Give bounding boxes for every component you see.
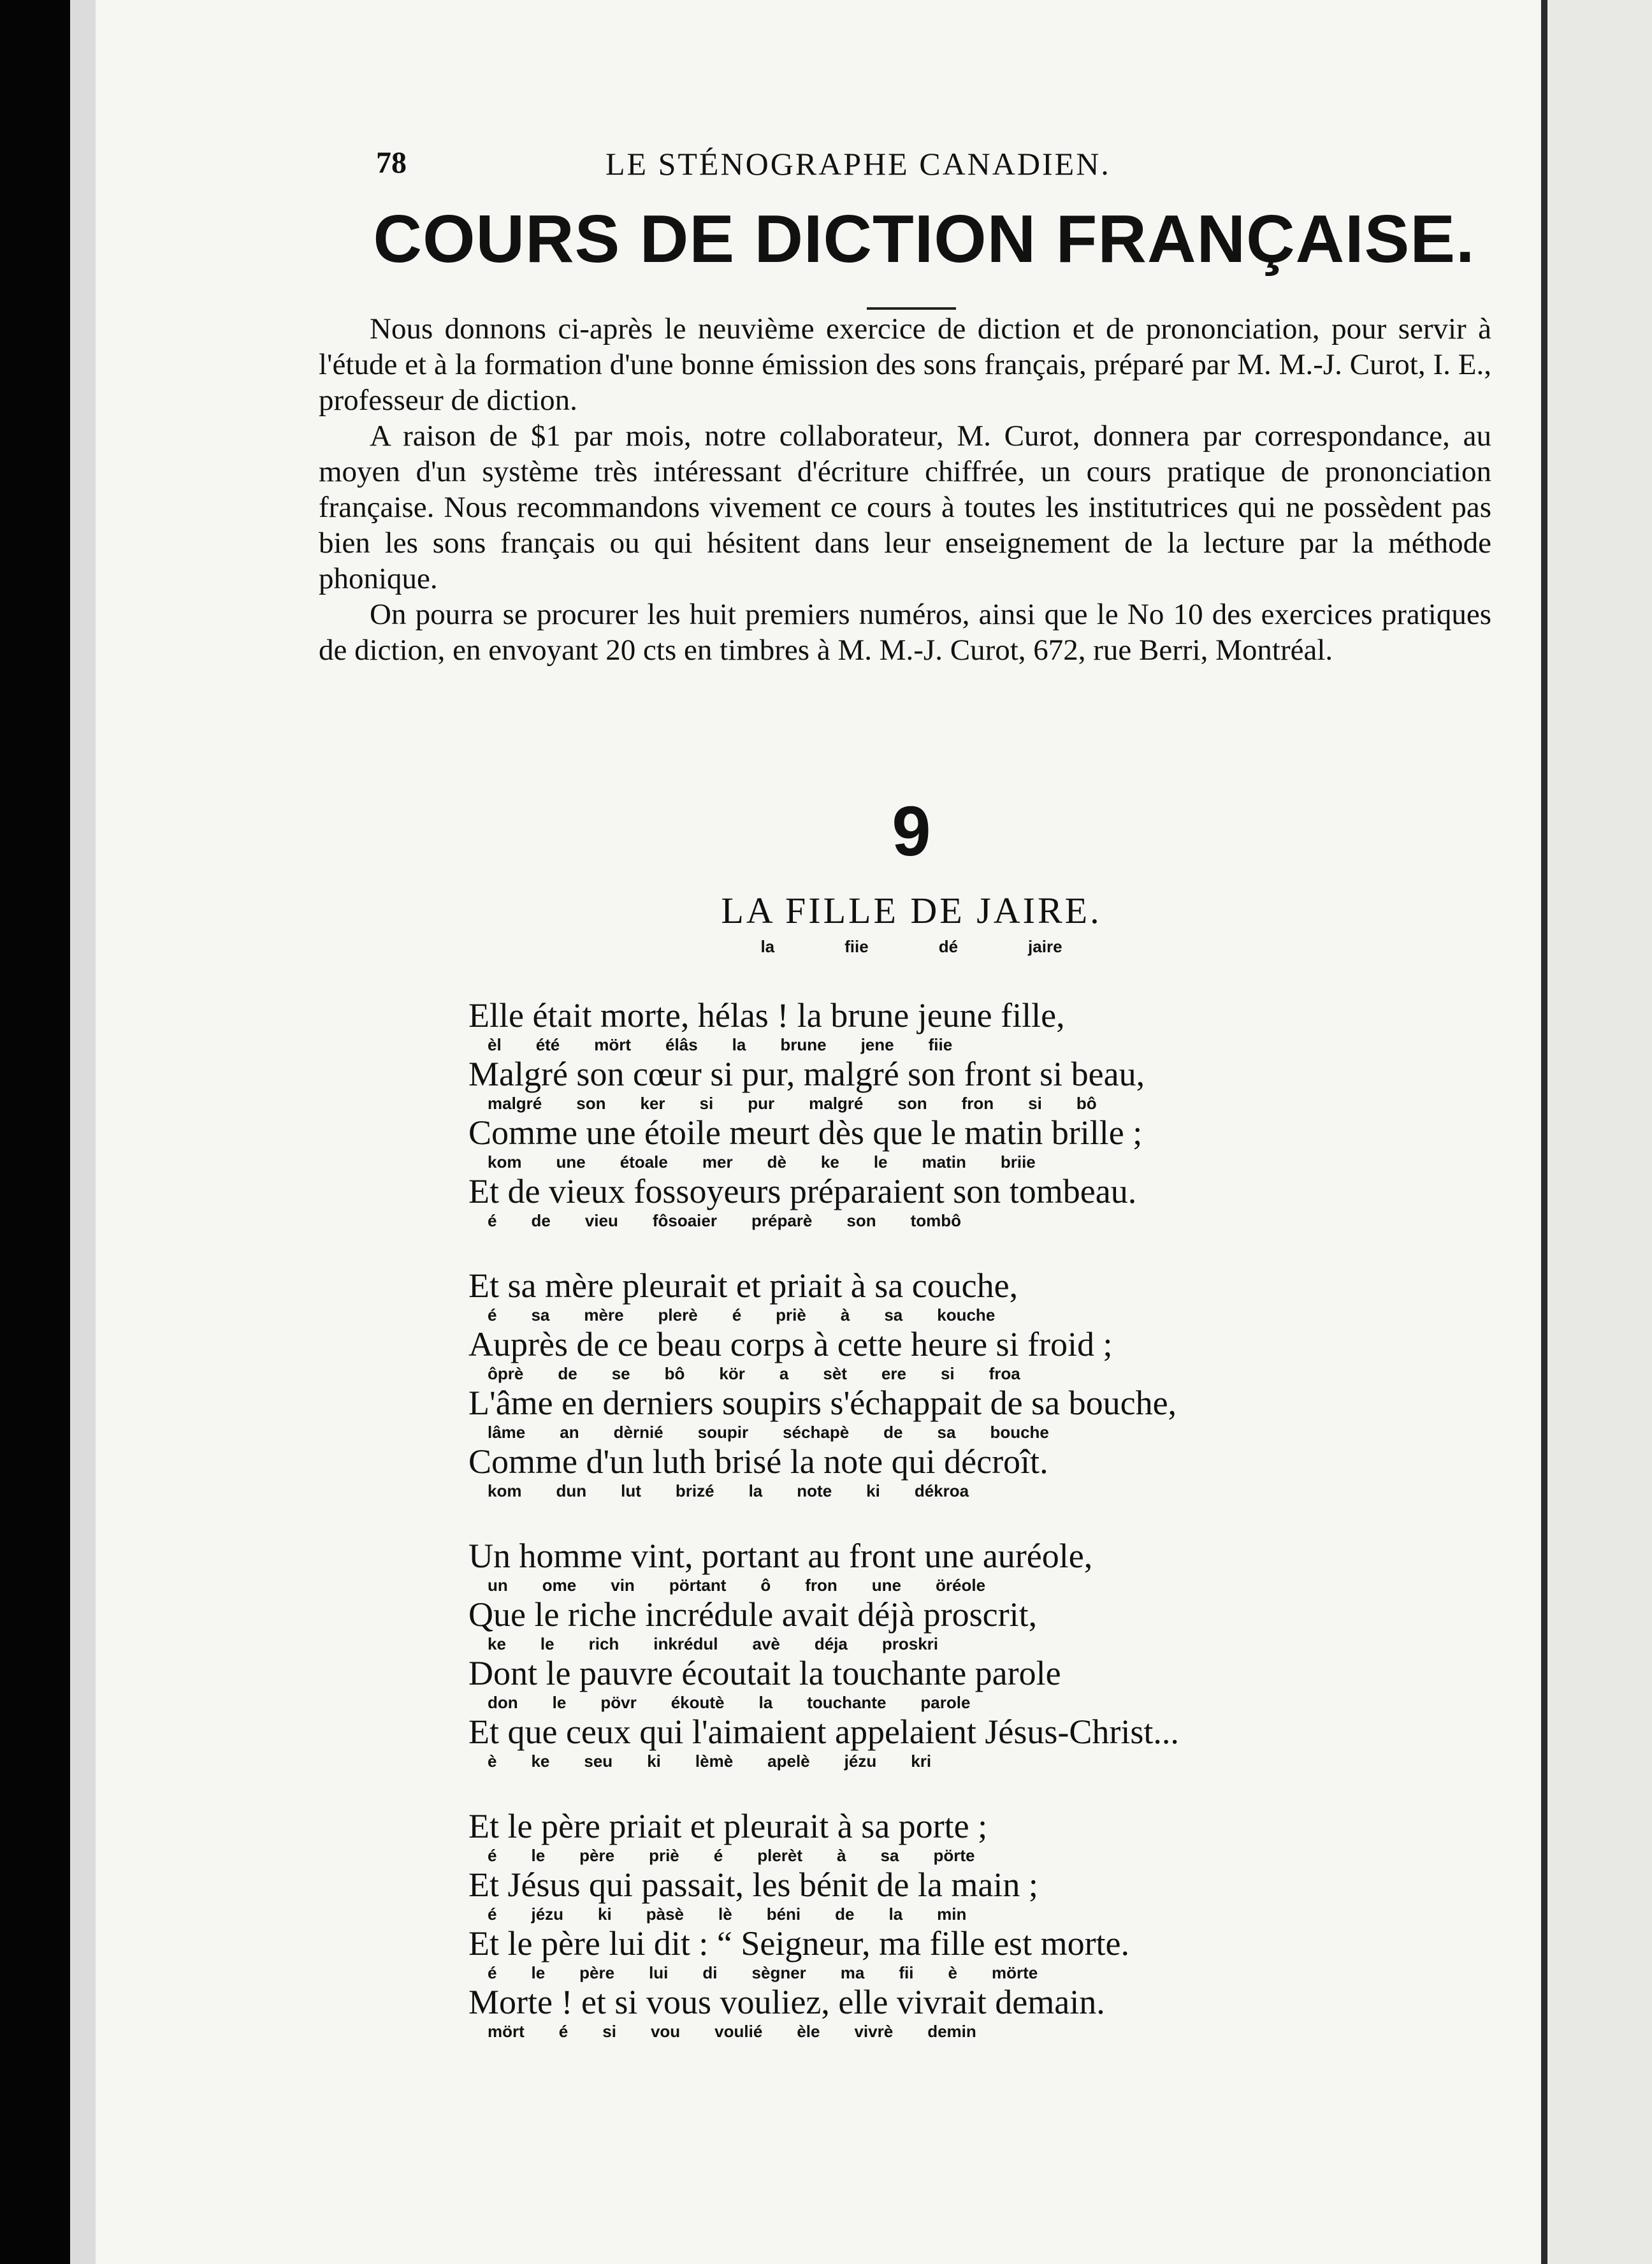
phonetic-word: a	[779, 1364, 789, 1383]
phonetic-word: son	[576, 1094, 606, 1113]
intro-paragraph-2: A raison de $1 par mois, notre collaborateur, M. Curot, donnera par correspondance, au moyen d'un système très intéressant d'écriture chiffrée, un cours pratique de prononciation française. Nous recommandons vivement ce cours à toutes les institutrices qui ne possèdent pas bien les sons français ou qui hésitent dans leur enseignement de la lecture par la méthode phonique.	[319, 419, 1491, 595]
phonetic-word: é	[488, 1963, 497, 1982]
phonetic-word: sa	[531, 1305, 550, 1324]
phonetic-word: si	[602, 2022, 616, 2041]
phonetic-word: fii	[899, 1963, 914, 1982]
binding-shadow	[0, 0, 70, 2264]
intro-paragraph-1: Nous donnons ci-après le neuvième exercice de diction et de prononciation, pour servir à l'étude et à la formation d'une bonne émission des sons français, préparé par M. M.-J. Curot, I. E., professeur de diction.	[319, 312, 1491, 417]
verse-line: Auprès de ce beau corps à cette heure si froid ;	[468, 1325, 1113, 1363]
phonetic-word: matin	[922, 1152, 966, 1172]
phonetic-word: fron	[805, 1576, 837, 1595]
phonetic-line	[468, 1209, 1361, 1232]
phonetic-word: inkrédul	[653, 1634, 718, 1653]
phonetic-word: é	[488, 1905, 497, 1924]
verse-line: Et que ceux qui l'aimaient appelaient Jésus-Christ...	[468, 1713, 1179, 1751]
stanza	[468, 998, 1361, 1232]
phonetic-line	[468, 1632, 1361, 1655]
left-page-edge	[70, 0, 96, 2264]
phonetic-line	[468, 1574, 1361, 1597]
phonetic-word: é	[488, 1305, 497, 1324]
phonetic-word: priè	[649, 1846, 679, 1865]
phonetic-word: dé	[938, 937, 959, 956]
phonetic-line	[468, 1150, 1361, 1173]
verse-line: Et Jésus qui passait, les bénit de la main ;	[468, 1866, 1038, 1904]
phonetic-word: son	[846, 1211, 876, 1230]
phonetic-word: sèt	[823, 1364, 847, 1383]
phonetic-word: à	[837, 1846, 846, 1865]
phonetic-word: de	[531, 1211, 551, 1230]
phonetic-word: briie	[1000, 1152, 1036, 1172]
phonetic-word: dèrnié	[613, 1423, 663, 1442]
phonetic-word: ke	[488, 1634, 506, 1653]
phonetic-word: é	[732, 1305, 742, 1324]
phonetic-word: un	[488, 1576, 508, 1595]
phonetic-word: priè	[776, 1305, 806, 1324]
phonetic-word: de	[558, 1364, 577, 1383]
phonetic-word: é	[488, 1211, 497, 1230]
phonetic-word: rich	[588, 1634, 620, 1653]
verse-line: L'âme en derniers soupirs s'échappait de sa bouche,	[468, 1384, 1177, 1422]
phonetic-word: été	[535, 1035, 560, 1054]
phonetic-word: fiie	[844, 937, 869, 956]
phonetic-word: apelè	[767, 1752, 810, 1771]
phonetic-line	[468, 1033, 1361, 1056]
verse-line: Et de vieux fossoyeurs préparaient son tombeau.	[468, 1172, 1137, 1210]
phonetic-word: an	[560, 1423, 579, 1442]
phonetic-word: vou	[650, 2022, 681, 2041]
phonetic-word: béni	[766, 1905, 801, 1924]
phonetic-word: pàsè	[646, 1905, 684, 1924]
verse-line: Que le riche incrédule avait déjà proscrit,	[468, 1595, 1038, 1634]
phonetic-word: séchapè	[783, 1423, 850, 1442]
phonetic-word: la	[732, 1035, 746, 1054]
phonetic-word: étoale	[620, 1152, 668, 1172]
phonetic-word: dè	[767, 1152, 786, 1172]
phonetic-word: avè	[752, 1634, 780, 1653]
verse-line: Comme d'un luth brisé la note qui décroît.	[468, 1442, 1048, 1481]
verse-line: Comme une étoile meurt dès que le matin brille ;	[468, 1114, 1143, 1152]
phonetic-word: don	[488, 1693, 518, 1712]
phonetic-word: min	[937, 1905, 967, 1924]
phonetic-word: le	[552, 1693, 567, 1712]
phonetic-word: di	[702, 1963, 718, 1982]
phonetic-word: le	[531, 1846, 546, 1865]
phonetic-word: fron	[961, 1094, 994, 1113]
phonetic-word: note	[797, 1481, 832, 1500]
phonetic-word: kom	[488, 1152, 522, 1172]
phonetic-word: tombô	[910, 1211, 962, 1230]
phonetic-line	[468, 1750, 1361, 1773]
phonetic-word: fôsoaier	[652, 1211, 717, 1230]
stanza	[468, 1808, 1361, 2043]
phonetic-line	[468, 1479, 1361, 1502]
phonetic-word: le	[531, 1963, 546, 1982]
phonetic-word: si	[940, 1364, 955, 1383]
running-head: LE STÉNOGRAPHE CANADIEN.	[605, 146, 1111, 182]
phonetic-word: bô	[664, 1364, 685, 1383]
phonetic-word: plerèt	[757, 1846, 803, 1865]
phonetic-line	[468, 1691, 1361, 1714]
phonetic-word: père	[579, 1963, 615, 1982]
phonetic-line	[468, 2020, 1361, 2043]
phonetic-word: demin	[927, 2022, 976, 2041]
phonetic-word: se	[611, 1364, 630, 1383]
phonetic-word: une	[871, 1576, 902, 1595]
phonetic-word: lâme	[488, 1423, 526, 1442]
phonetic-word: kör	[719, 1364, 745, 1383]
phonetic-word: vieu	[584, 1211, 618, 1230]
phonetic-word: la	[760, 937, 775, 956]
phonetic-word: é	[488, 1846, 497, 1865]
phonetic-word: le	[873, 1152, 888, 1172]
phonetic-word: mörte	[991, 1963, 1038, 1982]
phonetic-word: déja	[814, 1634, 848, 1653]
phonetic-line	[468, 1961, 1361, 1984]
phonetic-word: jézu	[531, 1905, 564, 1924]
phonetic-word: jene	[860, 1035, 894, 1054]
phonetic-word: è	[948, 1963, 957, 1982]
phonetic-word: pur	[748, 1094, 775, 1113]
phonetic-word: vivrè	[854, 2022, 894, 2041]
phonetic-word: brizé	[675, 1481, 714, 1500]
phonetic-word: è	[488, 1752, 497, 1771]
phonetic-word: kouche	[937, 1305, 996, 1324]
page-header	[376, 145, 1396, 196]
phonetic-word: malgré	[809, 1094, 864, 1113]
phonetic-word: à	[840, 1305, 850, 1324]
phonetic-word: seu	[584, 1752, 613, 1771]
verse-line: Et le père lui dit : “ Seigneur, ma fille est morte.	[468, 1924, 1130, 1963]
phonetic-word: mört	[594, 1035, 632, 1054]
intro-text	[319, 311, 1491, 668]
phonetic-word: èl	[488, 1035, 502, 1054]
phonetic-word: sègner	[751, 1963, 806, 1982]
gutter-line	[1541, 0, 1547, 2264]
phonetic-word: préparè	[751, 1211, 813, 1230]
right-page-edge	[1547, 0, 1652, 2264]
phonetic-word: le	[540, 1634, 554, 1653]
phonetic-word: la	[758, 1693, 773, 1712]
phonetic-word: ô	[760, 1576, 771, 1595]
page-number: 78	[376, 146, 407, 180]
phonetic-word: mère	[584, 1305, 624, 1324]
phonetic-word: père	[579, 1846, 615, 1865]
phonetic-word: proskri	[881, 1634, 939, 1653]
stanza	[468, 1538, 1361, 1773]
phonetic-word: kom	[488, 1481, 522, 1500]
title-rule	[867, 307, 956, 310]
phonetic-word: ome	[542, 1576, 577, 1595]
phonetic-line	[468, 1903, 1361, 1926]
phonetic-word: si	[1028, 1094, 1042, 1113]
phonetic-word: mört	[488, 2022, 525, 2041]
phonetic-word: ere	[881, 1364, 906, 1383]
phonetic-word: soupir	[697, 1423, 749, 1442]
phonetic-word: ékoutè	[670, 1693, 725, 1712]
phonetic-word: lui	[649, 1963, 669, 1982]
poem	[468, 998, 1361, 2079]
phonetic-word: ke	[531, 1752, 550, 1771]
phonetic-word: bô	[1076, 1094, 1097, 1113]
phonetic-word: lèmè	[695, 1752, 734, 1771]
phonetic-word: ker	[640, 1094, 665, 1113]
phonetic-word: pörte	[933, 1846, 975, 1865]
phonetic-word: sa	[880, 1846, 899, 1865]
phonetic-word: élâs	[665, 1035, 698, 1054]
phonetic-word: si	[699, 1094, 714, 1113]
verse-line: Un homme vint, portant au front une auréole,	[468, 1537, 1093, 1575]
phonetic-word: sa	[884, 1305, 903, 1324]
phonetic-word: malgré	[488, 1094, 542, 1113]
page-title: COURS DE DICTION FRANÇAISE.	[373, 201, 1475, 277]
phonetic-word: ki	[866, 1481, 880, 1500]
phonetic-word: de	[835, 1905, 855, 1924]
phonetic-word: èle	[797, 2022, 820, 2041]
verse-line: Dont le pauvre écoutait la touchante parole	[468, 1654, 1061, 1692]
phonetic-word: ki	[647, 1752, 661, 1771]
phonetic-word: plerè	[658, 1305, 698, 1324]
phonetic-word: é	[713, 1846, 723, 1865]
phonetic-word: son	[897, 1094, 927, 1113]
phonetic-word: ma	[840, 1963, 865, 1982]
intro-paragraph-3: On pourra se procurer les huit premiers numéros, ainsi que le No 10 des exercices pratiques de diction, en envoyant 20 cts en timbres à M. M.-J. Curot, 672, rue Berri, Montréal.	[319, 598, 1491, 667]
phonetic-word: bouche	[990, 1423, 1049, 1442]
phonetic-word: la	[888, 1905, 903, 1924]
phonetic-word: dun	[556, 1481, 587, 1500]
phonetic-word: öréole	[936, 1576, 986, 1595]
phonetic-line	[468, 1362, 1361, 1385]
phonetic-line	[468, 1092, 1361, 1115]
verse-line: Malgré son cœur si pur, malgré son front si beau,	[468, 1055, 1145, 1093]
phonetic-word: jaire	[1028, 937, 1062, 956]
phonetic-word: ôprè	[488, 1364, 524, 1383]
poem-title-phonetic	[510, 937, 1313, 957]
phonetic-word: dékroa	[914, 1481, 969, 1500]
phonetic-word: mer	[702, 1152, 733, 1172]
phonetic-line	[468, 1421, 1361, 1444]
phonetic-word: ke	[820, 1152, 839, 1172]
phonetic-word: brune	[780, 1035, 827, 1054]
phonetic-word: parole	[920, 1693, 971, 1712]
phonetic-word: lut	[621, 1481, 641, 1500]
phonetic-word: ki	[598, 1905, 612, 1924]
phonetic-word: sa	[937, 1423, 956, 1442]
verse-line: Et sa mère pleurait et priait à sa couche,	[468, 1266, 1018, 1305]
stanza	[468, 1268, 1361, 1502]
verse-line: Morte ! et si vous vouliez, elle vivrait demain.	[468, 1983, 1105, 2021]
poem-title: LA FILLE DE JAIRE.	[721, 890, 1102, 931]
phonetic-word: pövr	[600, 1693, 637, 1712]
phonetic-word: touchante	[807, 1693, 887, 1712]
phonetic-word: pörtant	[669, 1576, 727, 1595]
phonetic-word: é	[558, 2022, 569, 2041]
exercise-number: 9	[892, 792, 931, 871]
phonetic-word: kri	[911, 1752, 932, 1771]
phonetic-word: jézu	[844, 1752, 877, 1771]
phonetic-line	[468, 1303, 1361, 1326]
verse-line: Et le père priait et pleurait à sa porte ;	[468, 1807, 988, 1845]
phonetic-word: froa	[989, 1364, 1020, 1383]
phonetic-word: lè	[718, 1905, 732, 1924]
verse-line: Elle était morte, hélas ! la brune jeune fille,	[468, 996, 1065, 1034]
phonetic-word: une	[556, 1152, 586, 1172]
phonetic-line	[468, 1844, 1361, 1867]
phonetic-word: la	[748, 1481, 763, 1500]
phonetic-word: voulié	[714, 2022, 763, 2041]
phonetic-word: de	[883, 1423, 903, 1442]
phonetic-word: vin	[611, 1576, 635, 1595]
phonetic-word: fiie	[928, 1035, 953, 1054]
